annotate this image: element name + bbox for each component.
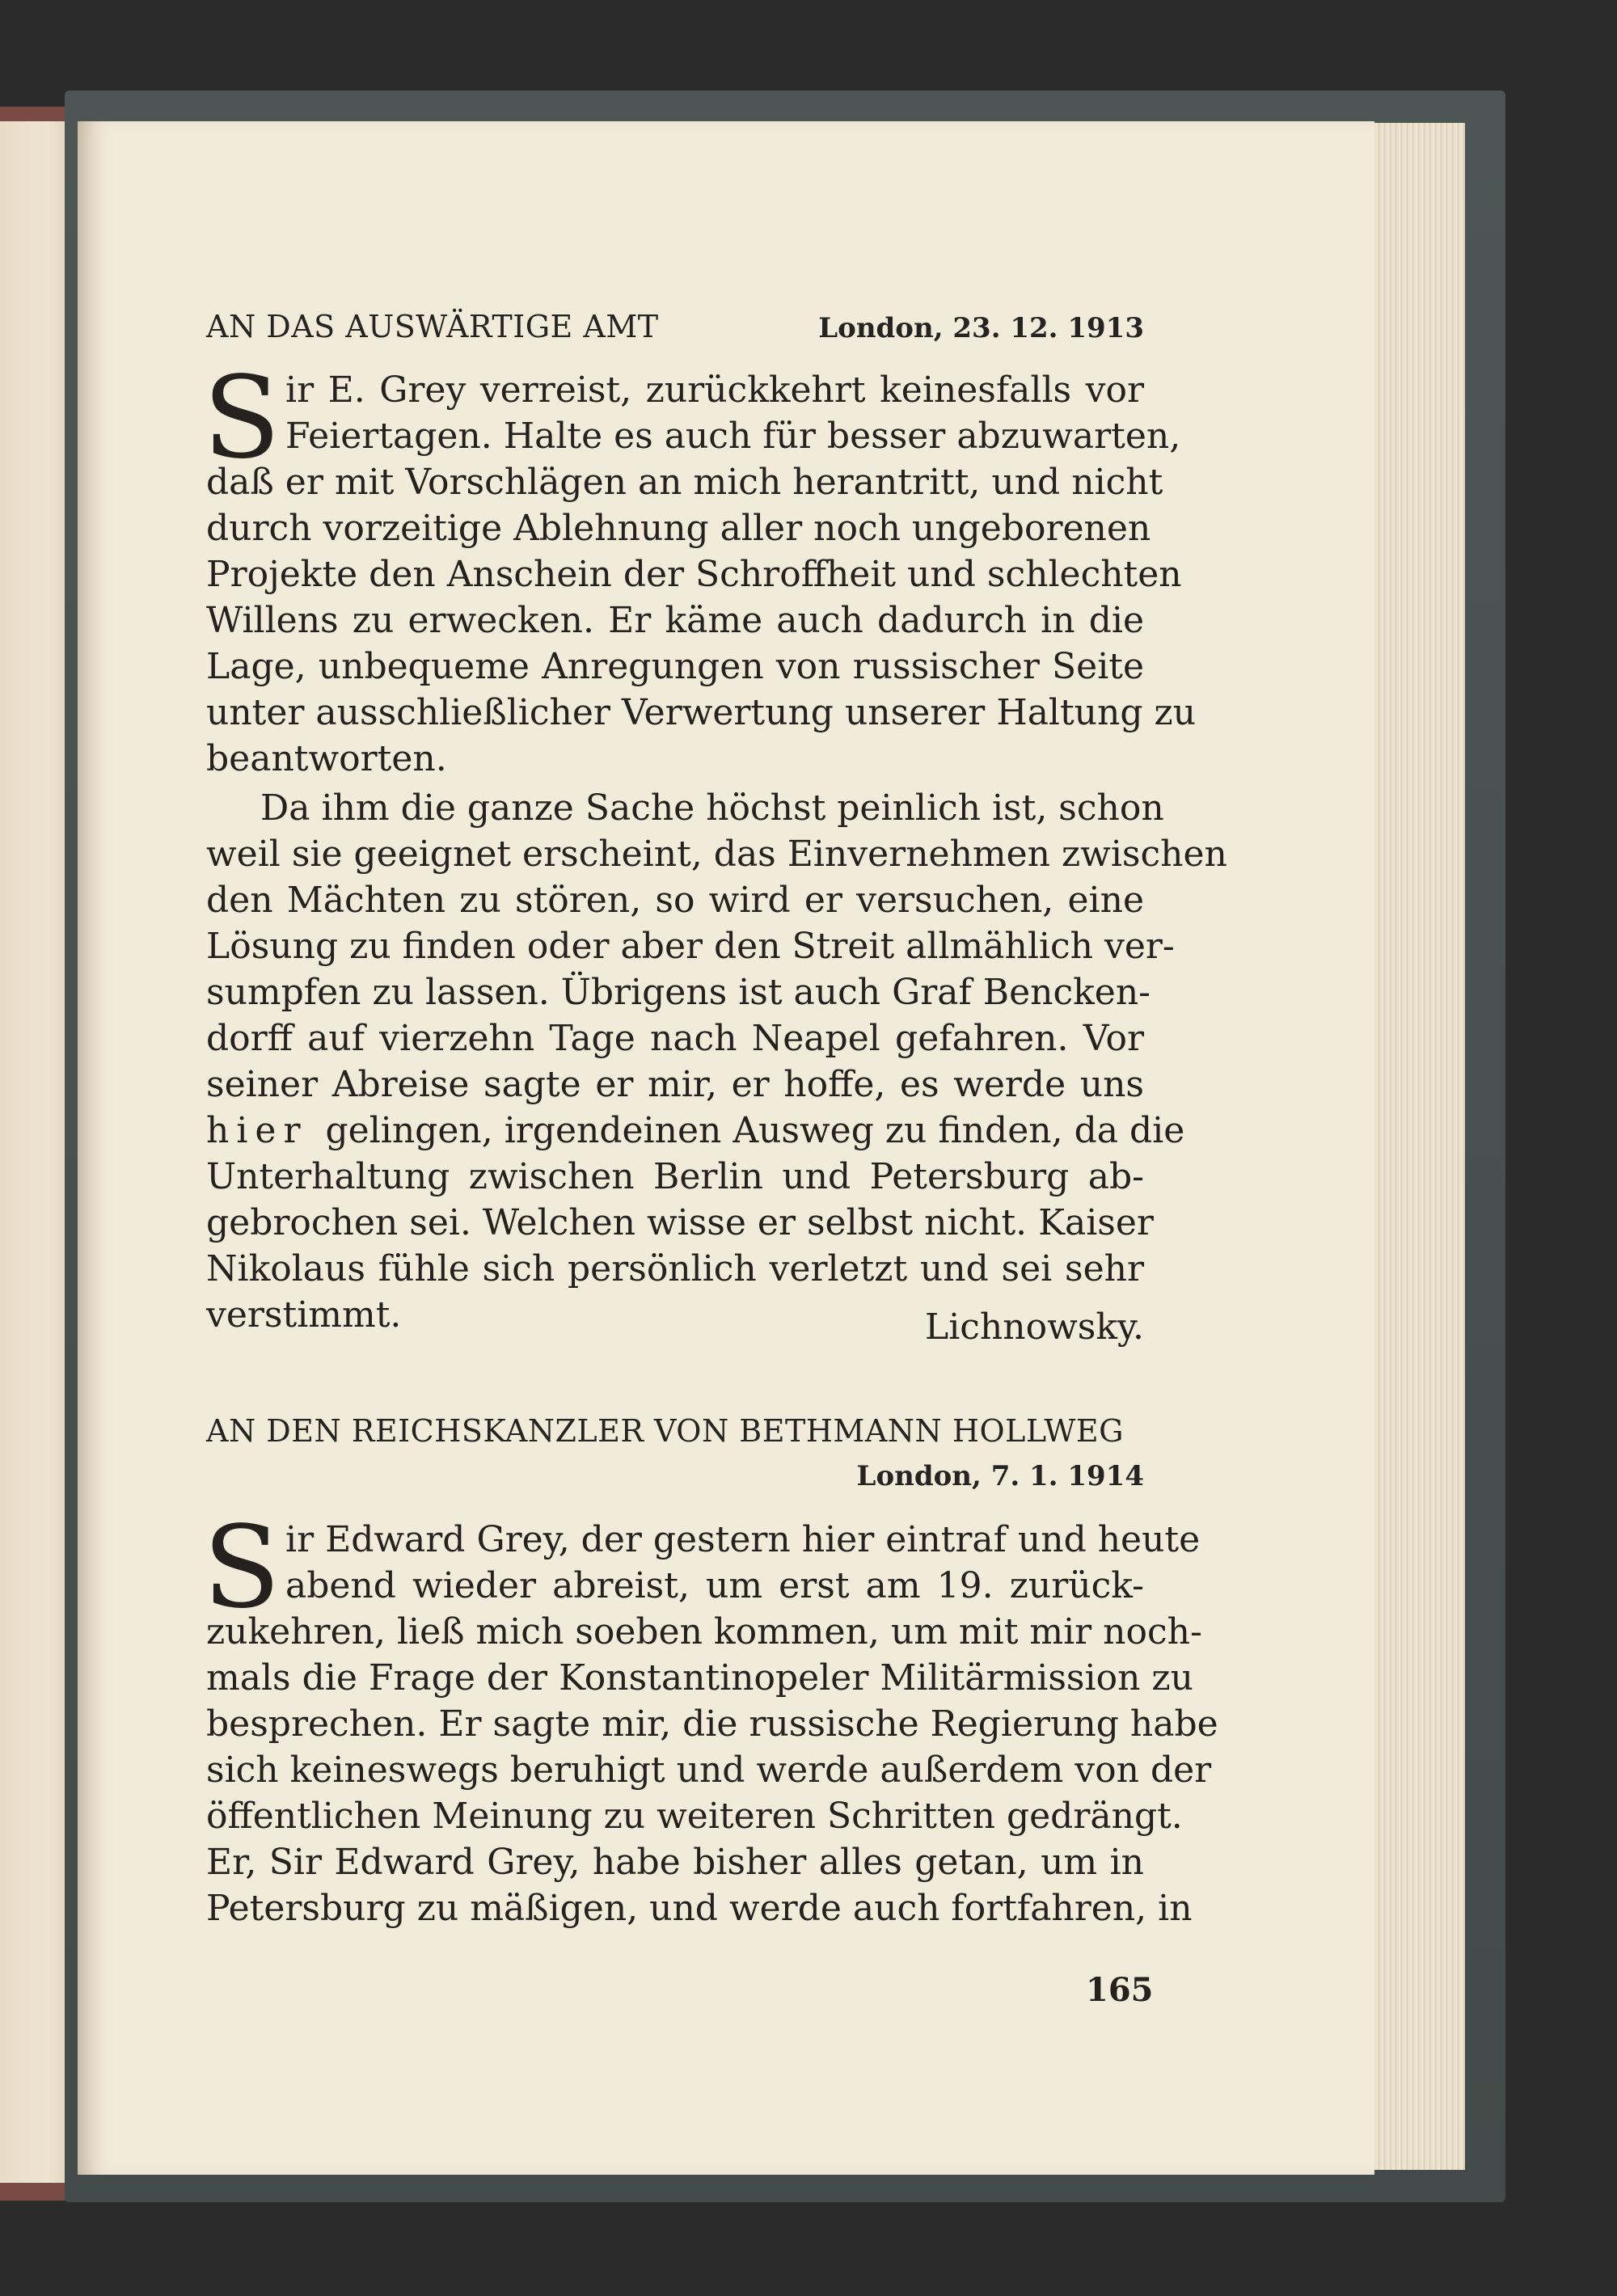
letter1-line: Da ihm die ganze Sache höchst peinlich ist, schon: [260, 787, 1164, 829]
letter1-line: gebrochen sei. Welchen wisse er selbst nicht. Kaiser: [206, 1202, 1154, 1243]
letter1-line: Nikolaus fühle sich persönlich verletzt und sei sehr: [206, 1248, 1144, 1289]
letter1-line-emphasis: [206, 1108, 1185, 1154]
letter1-dropcap: S: [203, 352, 281, 484]
letter2-line: zukehren, ließ mich soeben kommen, um mit mir noch-: [206, 1611, 1202, 1652]
letter1-title: AN DAS AUSWÄRTIGE AMT: [206, 309, 659, 344]
letter2-line: mals die Frage der Konstantinopeler Militärmission zu: [206, 1657, 1193, 1699]
letter1-line: den Mächten zu stören, so wird er versuchen, eine: [206, 880, 1144, 921]
page-number: 165: [1086, 1971, 1154, 2009]
letter2-line: Er, Sir Edward Grey, habe bisher alles getan, um in: [206, 1842, 1144, 1883]
letter1-line: weil sie geeignet erscheint, das Einvernehmen zwischen: [206, 834, 1227, 875]
letter1-line: Willens zu erwecken. Er käme auch dadurch in die: [206, 600, 1144, 641]
letter1-line: Lösung zu finden oder aber den Streit allmählich ver-: [206, 926, 1175, 967]
letter1-line: seiner Abreise sagte er mir, er hoffe, es werde uns: [206, 1064, 1144, 1105]
letter1-signature: Lichnowsky.: [924, 1306, 1144, 1348]
letter2-title: AN DEN REICHSKANZLER VON BETHMANN HOLLWEG: [206, 1413, 1124, 1449]
letter2-dropcap: S: [203, 1502, 281, 1634]
letter1-line-rest: gelingen, irgendeinen Ausweg zu finden, da die: [325, 1110, 1185, 1151]
letter1-line: sumpfen zu lassen. Übrigens ist auch Graf Bencken-: [206, 972, 1151, 1013]
letter1-line: Lage, unbequeme Anregungen von russischer Seite: [206, 646, 1144, 687]
letter1-line: Unterhaltung zwischen Berlin und Petersburg ab-: [206, 1156, 1144, 1197]
letter2-line: ir Edward Grey, der gestern hier eintraf und heute: [285, 1519, 1201, 1560]
letter1-line: Projekte den Anschein der Schroffheit und schlechten: [206, 554, 1182, 595]
letter2-line: abend wieder abreist, um erst am 19. zurück-: [285, 1565, 1144, 1606]
letter1-line: dorff auf vierzehn Tage nach Neapel gefahren. Vor: [206, 1018, 1144, 1059]
letter2-line: besprechen. Er sagte mir, die russische Regierung habe: [206, 1703, 1218, 1745]
letter1-line: Feiertagen. Halte es auch für besser abzuwarten,: [285, 416, 1181, 457]
letter1-header: [206, 309, 1144, 344]
letter2-line: öffentlichen Meinung zu weiteren Schritten gedrängt.: [206, 1796, 1183, 1837]
letter1-line: durch vorzeitige Ablehnung aller noch ungeborenen: [206, 508, 1151, 549]
letter1-line: ir E. Grey verreist, zurückkehrt keinesfalls vor: [285, 369, 1144, 411]
letter2-line: sich keineswegs beruhigt und werde außerdem von der: [206, 1749, 1212, 1791]
letter1-line: daß er mit Vorschlägen an mich herantritt, und nicht: [206, 462, 1163, 503]
letter1-line: unter ausschließlicher Verwertung unserer Haltung zu: [206, 692, 1197, 733]
letter2-line: Petersburg zu mäßigen, und werde auch fortfahren, in: [206, 1888, 1193, 1929]
letter1-date: London, 23. 12. 1913: [818, 312, 1144, 344]
emphasis-word: hier: [206, 1110, 308, 1151]
letter1-line: verstimmt.: [206, 1294, 402, 1336]
letter2-date: London, 7. 1. 1914: [856, 1460, 1144, 1492]
letter1-line: beantworten.: [206, 738, 447, 779]
